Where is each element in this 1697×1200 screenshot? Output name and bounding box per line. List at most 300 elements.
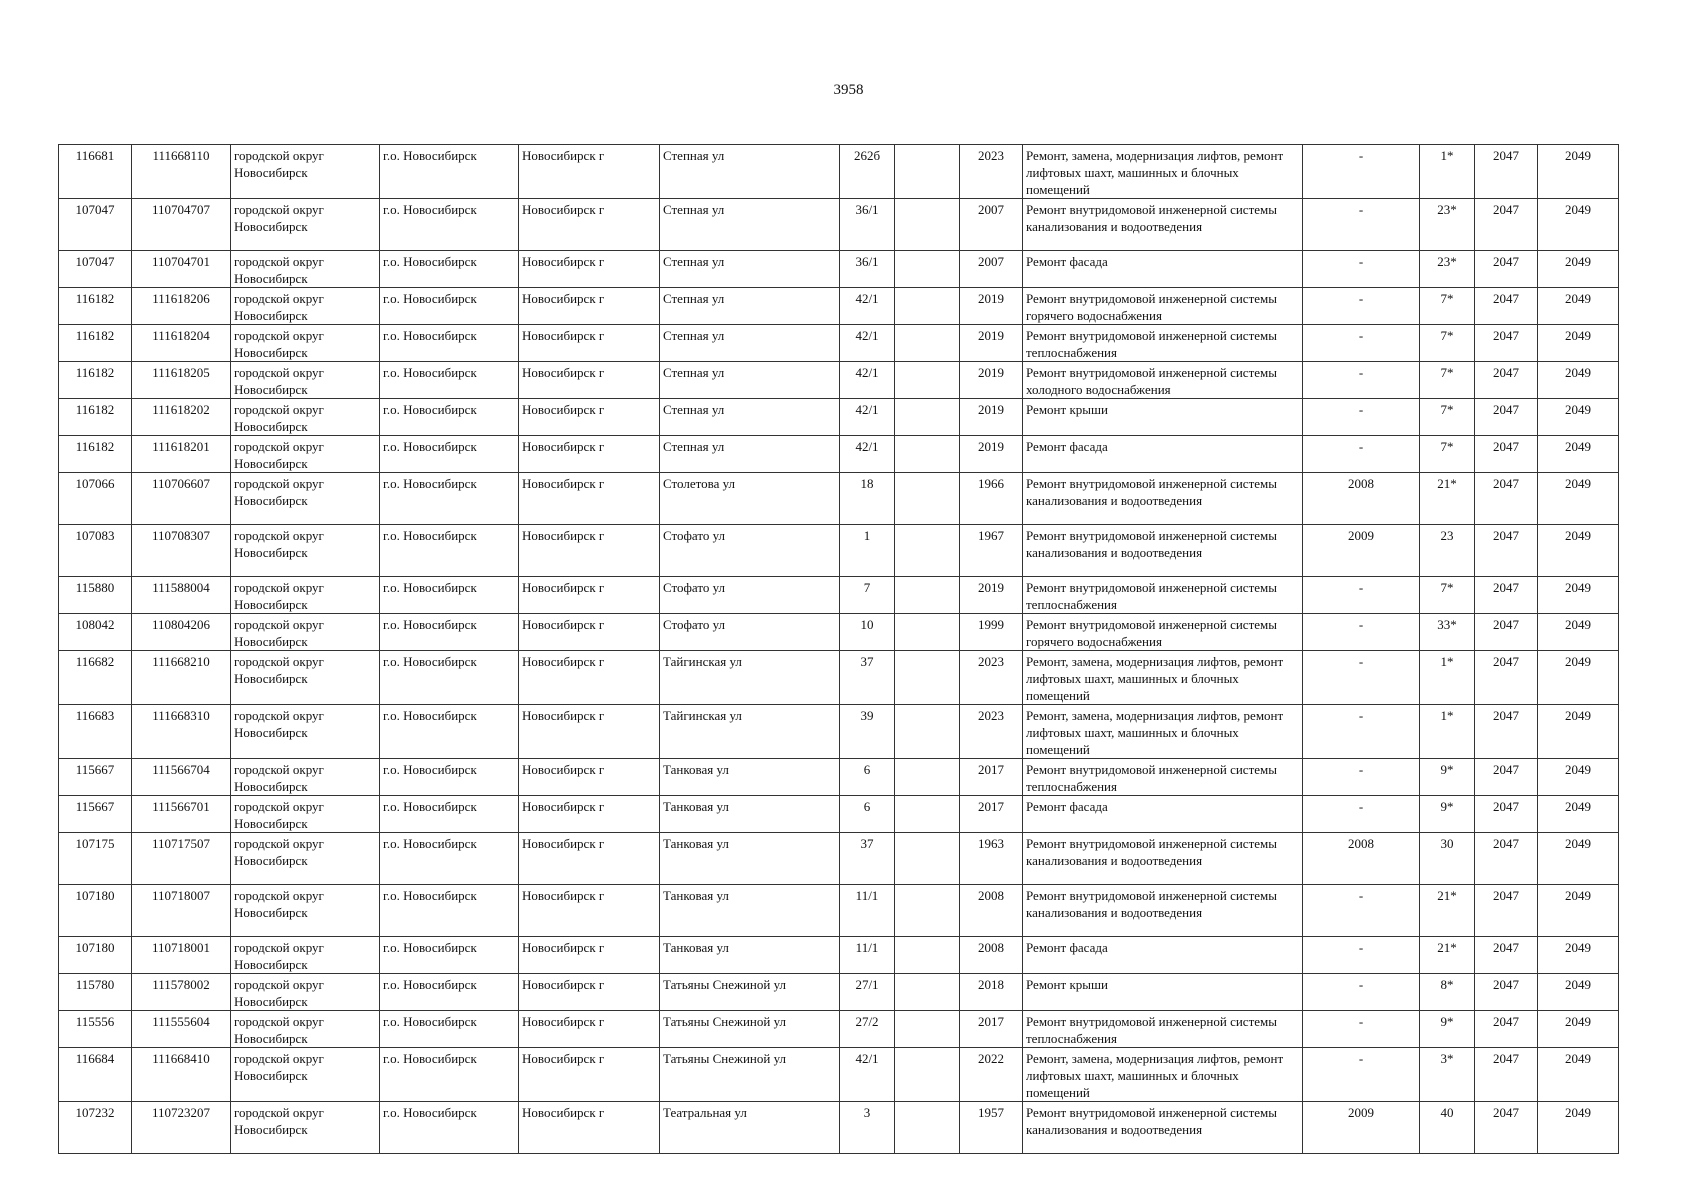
city-district-cell: г.о. Новосибирск [380,759,519,796]
wear-cell: 8* [1420,974,1475,1011]
construction-year-cell: 2023 [960,705,1023,759]
period-start-cell: 2047 [1475,759,1538,796]
work-code-cell: 110718001 [132,937,231,974]
period-start-cell: 2047 [1475,1048,1538,1102]
record-id-cell: 115880 [59,577,132,614]
construction-year-cell: 2019 [960,325,1023,362]
table-row [59,199,1619,251]
period-end-cell: 2049 [1538,577,1619,614]
work-code-cell: 110706607 [132,473,231,525]
construction-year-cell: 2019 [960,436,1023,473]
table-row [59,885,1619,937]
work-code-cell: 111578002 [132,974,231,1011]
construction-year-cell: 2023 [960,651,1023,705]
work-type-cell: Ремонт внутридомовой инженерной системы теплоснабжения [1023,577,1303,614]
record-id-cell: 116182 [59,288,132,325]
record-id-cell: 116682 [59,651,132,705]
wear-cell: 3* [1420,1048,1475,1102]
last-repair-year-cell: - [1303,796,1420,833]
city-district-cell: г.о. Новосибирск [380,796,519,833]
building-cell [895,577,960,614]
period-start-cell: 2047 [1475,199,1538,251]
municipal-district-cell: городской округ Новосибирск [231,251,380,288]
city-district-cell: г.о. Новосибирск [380,473,519,525]
last-repair-year-cell: - [1303,325,1420,362]
street-cell: Тайгинская ул [660,651,840,705]
table-row [59,1048,1619,1102]
street-cell: Степная ул [660,145,840,199]
period-end-cell: 2049 [1538,833,1619,885]
municipal-district-cell: городской округ Новосибирск [231,1048,380,1102]
record-id-cell: 116182 [59,436,132,473]
street-cell: Татьяны Снежиной ул [660,1048,840,1102]
period-start-cell: 2047 [1475,325,1538,362]
period-end-cell: 2049 [1538,651,1619,705]
work-type-cell: Ремонт фасада [1023,937,1303,974]
table-row [59,937,1619,974]
settlement-cell: Новосибирск г [519,199,660,251]
work-code-cell: 110704701 [132,251,231,288]
wear-cell: 23* [1420,199,1475,251]
building-cell [895,833,960,885]
last-repair-year-cell: - [1303,362,1420,399]
municipal-district-cell: городской округ Новосибирск [231,796,380,833]
city-district-cell: г.о. Новосибирск [380,614,519,651]
work-type-cell: Ремонт внутридомовой инженерной системы теплоснабжения [1023,325,1303,362]
work-code-cell: 111555604 [132,1011,231,1048]
house-number-cell: 42/1 [840,436,895,473]
record-id-cell: 116681 [59,145,132,199]
settlement-cell: Новосибирск г [519,325,660,362]
building-cell [895,759,960,796]
work-type-cell: Ремонт крыши [1023,974,1303,1011]
last-repair-year-cell: 2008 [1303,473,1420,525]
wear-cell: 9* [1420,796,1475,833]
work-type-cell: Ремонт внутридомовой инженерной системы теплоснабжения [1023,759,1303,796]
settlement-cell: Новосибирск г [519,937,660,974]
table-row [59,651,1619,705]
work-code-cell: 111566701 [132,796,231,833]
work-code-cell: 110723207 [132,1102,231,1154]
construction-year-cell: 2022 [960,1048,1023,1102]
building-cell [895,614,960,651]
work-code-cell: 111618201 [132,436,231,473]
municipal-district-cell: городской округ Новосибирск [231,705,380,759]
building-cell [895,199,960,251]
period-start-cell: 2047 [1475,1011,1538,1048]
building-cell [895,145,960,199]
work-type-cell: Ремонт внутридомовой инженерной системы канализования и водоотведения [1023,885,1303,937]
page-number: 3958 [833,82,864,98]
period-start-cell: 2047 [1475,362,1538,399]
table-row [59,833,1619,885]
municipal-district-cell: городской округ Новосибирск [231,974,380,1011]
wear-cell: 7* [1420,325,1475,362]
record-id-cell: 116182 [59,325,132,362]
building-cell [895,705,960,759]
last-repair-year-cell: - [1303,577,1420,614]
last-repair-year-cell: - [1303,399,1420,436]
wear-cell: 1* [1420,145,1475,199]
record-id-cell: 115667 [59,796,132,833]
record-id-cell: 116182 [59,399,132,436]
municipal-district-cell: городской округ Новосибирск [231,145,380,199]
work-type-cell: Ремонт, замена, модернизация лифтов, ремонт лифтовых шахт, машинных и блочных помещений [1023,1048,1303,1102]
building-cell [895,1048,960,1102]
city-district-cell: г.о. Новосибирск [380,937,519,974]
work-type-cell: Ремонт внутридомовой инженерной системы горячего водоснабжения [1023,614,1303,651]
work-type-cell: Ремонт внутридомовой инженерной системы канализования и водоотведения [1023,833,1303,885]
municipal-district-cell: городской округ Новосибирск [231,614,380,651]
municipal-district-cell: городской округ Новосибирск [231,577,380,614]
city-district-cell: г.о. Новосибирск [380,362,519,399]
table-row [59,399,1619,436]
city-district-cell: г.о. Новосибирск [380,145,519,199]
building-cell [895,885,960,937]
work-type-cell: Ремонт, замена, модернизация лифтов, ремонт лифтовых шахт, машинных и блочных помещений [1023,705,1303,759]
period-start-cell: 2047 [1475,974,1538,1011]
municipal-district-cell: городской округ Новосибирск [231,833,380,885]
work-type-cell: Ремонт фасада [1023,796,1303,833]
period-end-cell: 2049 [1538,974,1619,1011]
wear-cell: 7* [1420,288,1475,325]
last-repair-year-cell: - [1303,1011,1420,1048]
table-row [59,436,1619,473]
municipal-district-cell: городской округ Новосибирск [231,885,380,937]
wear-cell: 21* [1420,473,1475,525]
city-district-cell: г.о. Новосибирск [380,325,519,362]
house-number-cell: 6 [840,796,895,833]
work-type-cell: Ремонт крыши [1023,399,1303,436]
period-end-cell: 2049 [1538,145,1619,199]
table-row [59,251,1619,288]
municipal-district-cell: городской округ Новосибирск [231,199,380,251]
settlement-cell: Новосибирск г [519,399,660,436]
building-cell [895,651,960,705]
last-repair-year-cell: - [1303,251,1420,288]
period-end-cell: 2049 [1538,614,1619,651]
construction-year-cell: 2008 [960,885,1023,937]
last-repair-year-cell: - [1303,145,1420,199]
construction-year-cell: 2019 [960,577,1023,614]
municipal-district-cell: городской округ Новосибирск [231,288,380,325]
settlement-cell: Новосибирск г [519,833,660,885]
work-type-cell: Ремонт внутридомовой инженерной системы канализования и водоотведения [1023,199,1303,251]
table-row [59,705,1619,759]
construction-year-cell: 2007 [960,251,1023,288]
record-id-cell: 107232 [59,1102,132,1154]
street-cell: Танковая ул [660,885,840,937]
building-cell [895,525,960,577]
municipal-district-cell: городской округ Новосибирск [231,651,380,705]
building-cell [895,325,960,362]
last-repair-year-cell: - [1303,974,1420,1011]
work-type-cell: Ремонт фасада [1023,251,1303,288]
period-end-cell: 2049 [1538,1048,1619,1102]
work-type-cell: Ремонт внутридомовой инженерной системы канализования и водоотведения [1023,473,1303,525]
city-district-cell: г.о. Новосибирск [380,436,519,473]
construction-year-cell: 2019 [960,399,1023,436]
house-number-cell: 42/1 [840,399,895,436]
wear-cell: 1* [1420,705,1475,759]
work-code-cell: 111618205 [132,362,231,399]
house-number-cell: 42/1 [840,1048,895,1102]
building-cell [895,362,960,399]
wear-cell: 7* [1420,399,1475,436]
last-repair-year-cell: - [1303,759,1420,796]
table-row [59,145,1619,199]
wear-cell: 21* [1420,885,1475,937]
building-cell [895,974,960,1011]
work-code-cell: 110718007 [132,885,231,937]
last-repair-year-cell: - [1303,436,1420,473]
construction-year-cell: 2018 [960,974,1023,1011]
period-start-cell: 2047 [1475,614,1538,651]
city-district-cell: г.о. Новосибирск [380,1102,519,1154]
period-end-cell: 2049 [1538,436,1619,473]
work-code-cell: 111668410 [132,1048,231,1102]
period-end-cell: 2049 [1538,362,1619,399]
city-district-cell: г.о. Новосибирск [380,651,519,705]
period-start-cell: 2047 [1475,937,1538,974]
municipal-district-cell: городской округ Новосибирск [231,473,380,525]
record-id-cell: 115780 [59,974,132,1011]
last-repair-year-cell: 2009 [1303,1102,1420,1154]
house-number-cell: 36/1 [840,251,895,288]
city-district-cell: г.о. Новосибирск [380,1011,519,1048]
house-number-cell: 27/1 [840,974,895,1011]
period-start-cell: 2047 [1475,525,1538,577]
street-cell: Степная ул [660,288,840,325]
work-type-cell: Ремонт внутридомовой инженерной системы канализования и водоотведения [1023,1102,1303,1154]
table-row [59,974,1619,1011]
table-row [59,473,1619,525]
record-id-cell: 116182 [59,362,132,399]
building-cell [895,251,960,288]
house-number-cell: 11/1 [840,937,895,974]
street-cell: Танковая ул [660,759,840,796]
last-repair-year-cell: 2009 [1303,525,1420,577]
house-number-cell: 7 [840,577,895,614]
period-end-cell: 2049 [1538,937,1619,974]
street-cell: Татьяны Снежиной ул [660,974,840,1011]
work-code-cell: 110717507 [132,833,231,885]
construction-year-cell: 2017 [960,1011,1023,1048]
record-id-cell: 107175 [59,833,132,885]
period-end-cell: 2049 [1538,705,1619,759]
municipal-district-cell: городской округ Новосибирск [231,759,380,796]
city-district-cell: г.о. Новосибирск [380,885,519,937]
street-cell: Стофато ул [660,525,840,577]
wear-cell: 9* [1420,759,1475,796]
settlement-cell: Новосибирск г [519,1102,660,1154]
period-end-cell: 2049 [1538,251,1619,288]
house-number-cell: 27/2 [840,1011,895,1048]
settlement-cell: Новосибирск г [519,473,660,525]
wear-cell: 7* [1420,436,1475,473]
period-start-cell: 2047 [1475,651,1538,705]
street-cell: Танковая ул [660,833,840,885]
record-id-cell: 107083 [59,525,132,577]
work-code-cell: 111668110 [132,145,231,199]
building-cell [895,436,960,473]
last-repair-year-cell: - [1303,937,1420,974]
street-cell: Танковая ул [660,937,840,974]
city-district-cell: г.о. Новосибирск [380,288,519,325]
street-cell: Танковая ул [660,796,840,833]
city-district-cell: г.о. Новосибирск [380,199,519,251]
building-cell [895,796,960,833]
period-end-cell: 2049 [1538,759,1619,796]
construction-year-cell: 1966 [960,473,1023,525]
settlement-cell: Новосибирск г [519,251,660,288]
work-code-cell: 110708307 [132,525,231,577]
work-code-cell: 111566704 [132,759,231,796]
building-cell [895,473,960,525]
house-number-cell: 1 [840,525,895,577]
last-repair-year-cell: - [1303,885,1420,937]
wear-cell: 7* [1420,362,1475,399]
municipal-district-cell: городской округ Новосибирск [231,525,380,577]
record-id-cell: 115556 [59,1011,132,1048]
street-cell: Столетова ул [660,473,840,525]
work-code-cell: 111668310 [132,705,231,759]
construction-year-cell: 2019 [960,288,1023,325]
construction-year-cell: 2008 [960,937,1023,974]
period-end-cell: 2049 [1538,399,1619,436]
last-repair-year-cell: - [1303,614,1420,651]
record-id-cell: 115667 [59,759,132,796]
house-number-cell: 42/1 [840,362,895,399]
city-district-cell: г.о. Новосибирск [380,525,519,577]
record-id-cell: 107180 [59,885,132,937]
street-cell: Театральная ул [660,1102,840,1154]
table-row [59,325,1619,362]
settlement-cell: Новосибирск г [519,362,660,399]
record-id-cell: 116683 [59,705,132,759]
last-repair-year-cell: - [1303,199,1420,251]
period-start-cell: 2047 [1475,1102,1538,1154]
settlement-cell: Новосибирск г [519,974,660,1011]
period-end-cell: 2049 [1538,473,1619,525]
period-end-cell: 2049 [1538,199,1619,251]
settlement-cell: Новосибирск г [519,145,660,199]
street-cell: Стофато ул [660,577,840,614]
period-end-cell: 2049 [1538,1102,1619,1154]
period-start-cell: 2047 [1475,577,1538,614]
table-row [59,796,1619,833]
settlement-cell: Новосибирск г [519,614,660,651]
period-end-cell: 2049 [1538,885,1619,937]
street-cell: Степная ул [660,199,840,251]
work-code-cell: 111618206 [132,288,231,325]
building-cell [895,288,960,325]
city-district-cell: г.о. Новосибирск [380,399,519,436]
municipal-district-cell: городской округ Новосибирск [231,937,380,974]
work-type-cell: Ремонт, замена, модернизация лифтов, ремонт лифтовых шахт, машинных и блочных помещений [1023,145,1303,199]
work-type-cell: Ремонт фасада [1023,436,1303,473]
house-number-cell: 42/1 [840,325,895,362]
municipal-district-cell: городской округ Новосибирск [231,362,380,399]
municipal-district-cell: городской округ Новосибирск [231,1011,380,1048]
period-end-cell: 2049 [1538,325,1619,362]
settlement-cell: Новосибирск г [519,796,660,833]
wear-cell: 30 [1420,833,1475,885]
table-body [59,145,1619,1154]
period-start-cell: 2047 [1475,885,1538,937]
city-district-cell: г.о. Новосибирск [380,1048,519,1102]
construction-year-cell: 1967 [960,525,1023,577]
construction-year-cell: 2019 [960,362,1023,399]
work-code-cell: 111668210 [132,651,231,705]
last-repair-year-cell: 2008 [1303,833,1420,885]
work-type-cell: Ремонт внутридомовой инженерной системы горячего водоснабжения [1023,288,1303,325]
construction-year-cell: 1999 [960,614,1023,651]
settlement-cell: Новосибирск г [519,651,660,705]
record-id-cell: 116684 [59,1048,132,1102]
settlement-cell: Новосибирск г [519,705,660,759]
work-code-cell: 110704707 [132,199,231,251]
table-row [59,1011,1619,1048]
house-number-cell: 3 [840,1102,895,1154]
wear-cell: 33* [1420,614,1475,651]
city-district-cell: г.о. Новосибирск [380,833,519,885]
record-id-cell: 107047 [59,251,132,288]
table-row [59,362,1619,399]
settlement-cell: Новосибирск г [519,759,660,796]
street-cell: Тайгинская ул [660,705,840,759]
period-start-cell: 2047 [1475,251,1538,288]
street-cell: Степная ул [660,325,840,362]
wear-cell: 23* [1420,251,1475,288]
street-cell: Степная ул [660,251,840,288]
municipal-district-cell: городской округ Новосибирск [231,399,380,436]
street-cell: Степная ул [660,362,840,399]
settlement-cell: Новосибирск г [519,525,660,577]
period-start-cell: 2047 [1475,399,1538,436]
record-id-cell: 108042 [59,614,132,651]
period-end-cell: 2049 [1538,525,1619,577]
wear-cell: 21* [1420,937,1475,974]
house-number-cell: 39 [840,705,895,759]
work-code-cell: 111588004 [132,577,231,614]
house-number-cell: 36/1 [840,199,895,251]
city-district-cell: г.о. Новосибирск [380,251,519,288]
building-cell [895,1011,960,1048]
city-district-cell: г.о. Новосибирск [380,577,519,614]
house-number-cell: 10 [840,614,895,651]
period-end-cell: 2049 [1538,1011,1619,1048]
construction-year-cell: 1957 [960,1102,1023,1154]
record-id-cell: 107047 [59,199,132,251]
street-cell: Степная ул [660,436,840,473]
wear-cell: 23 [1420,525,1475,577]
settlement-cell: Новосибирск г [519,577,660,614]
wear-cell: 9* [1420,1011,1475,1048]
table-row [59,577,1619,614]
work-type-cell: Ремонт внутридомовой инженерной системы теплоснабжения [1023,1011,1303,1048]
house-number-cell: 37 [840,651,895,705]
construction-year-cell: 2023 [960,145,1023,199]
construction-year-cell: 2007 [960,199,1023,251]
period-end-cell: 2049 [1538,288,1619,325]
work-code-cell: 111618202 [132,399,231,436]
street-cell: Татьяны Снежиной ул [660,1011,840,1048]
work-type-cell: Ремонт внутридомовой инженерной системы холодного водоснабжения [1023,362,1303,399]
wear-cell: 1* [1420,651,1475,705]
work-code-cell: 111618204 [132,325,231,362]
wear-cell: 40 [1420,1102,1475,1154]
